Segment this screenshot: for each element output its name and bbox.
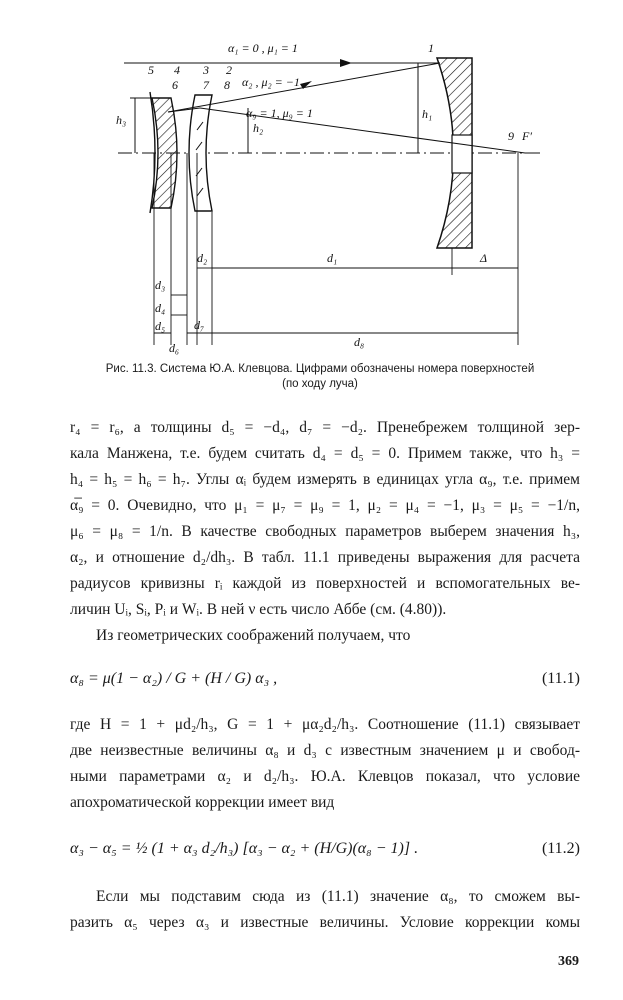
equation-body: α₃ − α₅ = ½ (1 + α₃ d₂/h₃) [α₃ − α₂ + (H/G)(α₈ − 1)] .	[70, 840, 419, 857]
h3-label: h₃	[116, 113, 127, 127]
focus-label: F′	[522, 129, 532, 143]
text-line: α̅₉ = 0. Очевидно, что μ₁ = μ₇ = μ₉ = 1, μ₂ = μ₄ = −1, μ₃ = μ₅ = −1/n,	[70, 497, 580, 514]
surface-4-label: 4	[174, 63, 180, 77]
text-line: α₂, и отношение d₂/dh₃. В табл. 11.1 приведены выражения для расчета	[70, 549, 580, 566]
optical-system-figure	[0, 0, 623, 360]
dimension-horizontals	[154, 268, 518, 333]
text-line: где H = 1 + μd₂/h₃, G = 1 + μα₂d₂/h₃. Соотношение (11.1) связывает	[70, 716, 580, 733]
text-line: μ₆ = μ₈ = 1/n. В качестве свободных параметров выберем значения h₃,	[70, 523, 580, 540]
surface-2-label: 2	[226, 63, 232, 77]
text-line: r₄ = r₆, а толщины d₅ = −d₄, d₇ = −d₂. Пренебрежем толщиной зер-	[70, 419, 580, 436]
equation-number: (11.1)	[541, 670, 580, 687]
d6-label: d₆	[169, 341, 180, 355]
figure-caption	[60, 362, 580, 392]
page-number: 369	[558, 954, 579, 969]
delta-label: Δ	[480, 251, 488, 265]
d3-label: d₃	[155, 278, 166, 292]
surface-9-label: 9	[508, 129, 514, 143]
surface-5-label: 5	[148, 63, 154, 77]
d8-label: d₈	[354, 335, 365, 349]
d1-label: d₁	[327, 251, 338, 265]
paragraph-1	[70, 415, 580, 649]
h1-label: h₁	[422, 107, 433, 121]
arrowhead	[340, 59, 352, 67]
equation-number: (11.2)	[541, 840, 580, 857]
text-line: личин Uᵢ, Sᵢ, Pᵢ и Wᵢ. В ней ν есть число Аббе (см. (4.80)).	[70, 601, 447, 618]
caption-line: (по ходу луча)	[282, 378, 358, 390]
text-line: разить α₅ через α₃ и известные величины. Условие коррекции комы	[70, 914, 580, 931]
surface-7-label: 7	[203, 78, 209, 92]
h2-label: h₂	[253, 121, 264, 135]
ray1-label: α₁ = 0 , μ₁ = 1	[228, 41, 298, 55]
text-line: кала Манжена, т.е. будем считать d₄ = d₅ = 0. Примем также, что h₃ =	[70, 445, 580, 462]
surface-6-label: 6	[172, 78, 178, 92]
text-line: h₄ = h₅ = h₆ = h₇. Углы αᵢ будем измерять в единицах угла α₉, т.е. примем	[70, 471, 580, 488]
ray2-label: α₂ , μ₂ = −1	[242, 75, 300, 89]
surface-3-label: 3	[203, 63, 209, 77]
text-line: радиусов кривизны rᵢ каждой из поверхностей и вспомогательных ве-	[70, 575, 580, 592]
caption-line: Рис. 11.3. Система Ю.А. Клевцова. Цифрами обозначены номера поверхностей	[105, 363, 535, 375]
surface-8-label: 8	[224, 78, 230, 92]
text-line: ными параметрами α₂ и d₂/h₃. Ю.А. Клевцов показал, что условие	[70, 768, 580, 785]
d7-label: d₇	[194, 318, 205, 332]
text-line: апохроматической коррекции имеет вид	[70, 794, 335, 811]
d5-label: d₅	[155, 319, 166, 333]
paragraph-3	[70, 712, 580, 816]
text-line: Если мы подставим сюда из (11.1) значение α₈, то сможем вы-	[96, 888, 580, 905]
text-line: Из геометрических соображений получаем, что	[96, 627, 411, 644]
d2-label: d₂	[197, 251, 208, 265]
equation-body: α₈ = μ(1 − α₂) / G + (H / G) α₃ ,	[70, 670, 278, 687]
ray9-label: α₉ = 1, μ₉ = 1	[246, 106, 313, 120]
d4-label: d₄	[155, 301, 166, 315]
text-line: две неизвестные величины α₈ и d₃ с известным значением μ и свобод-	[70, 742, 580, 759]
paragraph-4	[70, 884, 580, 936]
surface-1-label: 1	[428, 41, 434, 55]
